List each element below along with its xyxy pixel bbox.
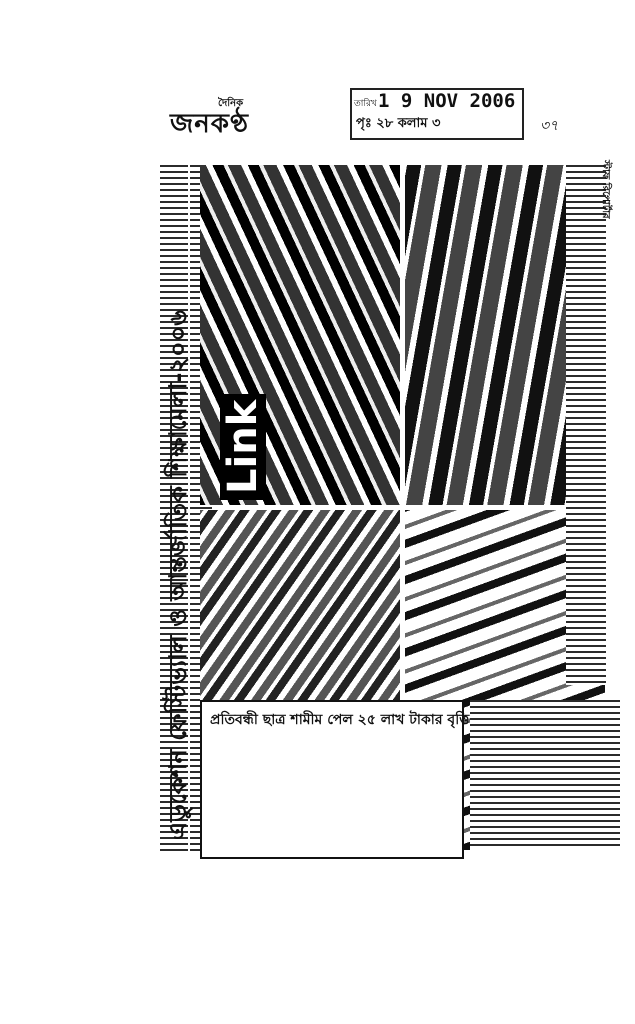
article-text-block: [470, 700, 620, 850]
masthead-subtitle: দৈনিক: [218, 98, 244, 109]
byline: স্টাফ রিপোর্টার: [600, 160, 611, 219]
stamp-prefix: তারিখ: [354, 99, 377, 109]
article-headline: এডুকেশন ফেস্টিভ্যাল ও আন্তর্জাতিক শিক্ষামেলা-২০০৬: [164, 310, 192, 840]
photo-banner-text: Link: [220, 394, 266, 500]
sub-article-headline: প্রতিবন্ধী ছাত্র শামীম পেল ২৫ লাখ টাকার বৃত্তি: [210, 712, 470, 728]
stamp-page-column: পৃঃ ২৮ কলাম ৩: [356, 116, 441, 131]
article-text-block: [566, 165, 606, 685]
page-number: ৩৭: [540, 118, 559, 134]
newspaper-logo: জনকণ্ঠ: [170, 109, 249, 139]
stamp-date: 1 9 NOV 2006: [378, 90, 516, 112]
